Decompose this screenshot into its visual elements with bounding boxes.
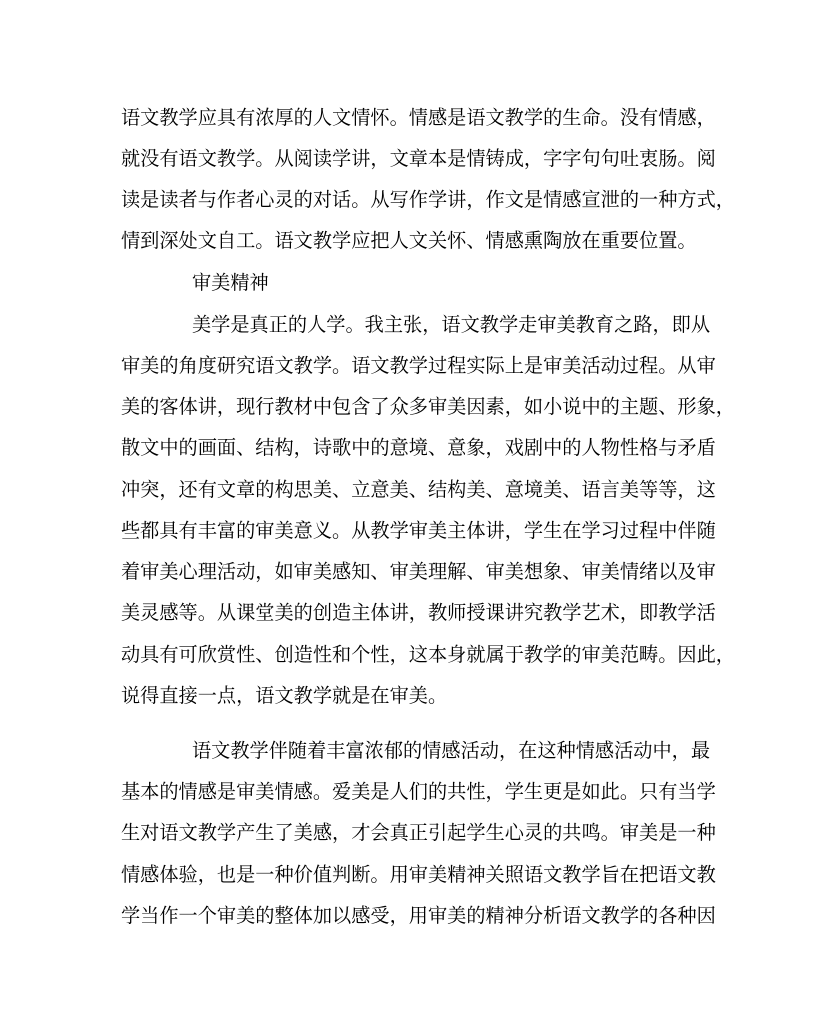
- paragraph-2-line: 些都具有丰富的审美意义。从教学审美主体讲，学生在学习过程中伴随: [121, 519, 716, 542]
- paragraph-1-line: 就没有语文教学。从阅读学讲，文章本是情铸成，字字句句吐衷肠。阅: [121, 147, 716, 170]
- paragraph-3-line: 基本的情感是审美情感。爱美是人们的共性，学生更是如此。只有当学: [121, 780, 716, 803]
- paragraph-2-line: 着审美心理活动，如审美感知、审美理解、审美想象、审美情绪以及审: [121, 560, 716, 583]
- paragraph-2-line: 动具有可欣赏性、创造性和个性，这本身就属于教学的审美范畴。因此，: [121, 643, 735, 666]
- paragraph-2-line: 冲突，还有文章的构思美、立意美、结构美、意境美、语言美等等，这: [121, 478, 716, 501]
- paragraph-1-line: 读是读者与作者心灵的对话。从写作学讲，作文是情感宣泄的一种方式，: [121, 188, 735, 211]
- paragraph-3-line: 语文教学伴随着丰富浓郁的情感活动，在这种情感活动中，最: [192, 739, 711, 762]
- paragraph-1-line: 语文教学应具有浓厚的人文情怀。情感是语文教学的生命。没有情感，: [121, 106, 716, 129]
- paragraph-2-line: 美学是真正的人学。我主张，语文教学走审美教育之路，即从: [192, 313, 711, 336]
- paragraph-2-line: 美灵感等。从课堂美的创造主体讲，教师授课讲究教学艺术，即教学活: [121, 601, 716, 624]
- paragraph-3-line: 情感体验，也是一种价值判断。用审美精神关照语文教学旨在把语文教: [121, 863, 716, 886]
- paragraph-3-line: 学当作一个审美的整体加以感受，用审美的精神分析语文教学的各种因: [121, 904, 716, 927]
- paragraph-2-line: 美的客体讲，现行教材中包含了众多审美因素，如小说中的主题、形象，: [121, 395, 735, 418]
- paragraph-2-line: 散文中的画面、结构，诗歌中的意境、意象，戏剧中的人物性格与矛盾: [121, 436, 716, 459]
- paragraph-2-line: 说得直接一点，语文教学就是在审美。: [121, 684, 448, 707]
- paragraph-3-line: 生对语文教学产生了美感，才会真正引起学生心灵的共鸣。审美是一种: [121, 821, 716, 844]
- section-heading: 审美精神: [192, 271, 269, 294]
- paragraph-2-line: 审美的角度研究语文教学。语文教学过程实际上是审美活动过程。从审: [121, 354, 716, 377]
- paragraph-1-line: 情到深处文自工。语文教学应把人文关怀、情感熏陶放在重要位置。: [121, 229, 697, 252]
